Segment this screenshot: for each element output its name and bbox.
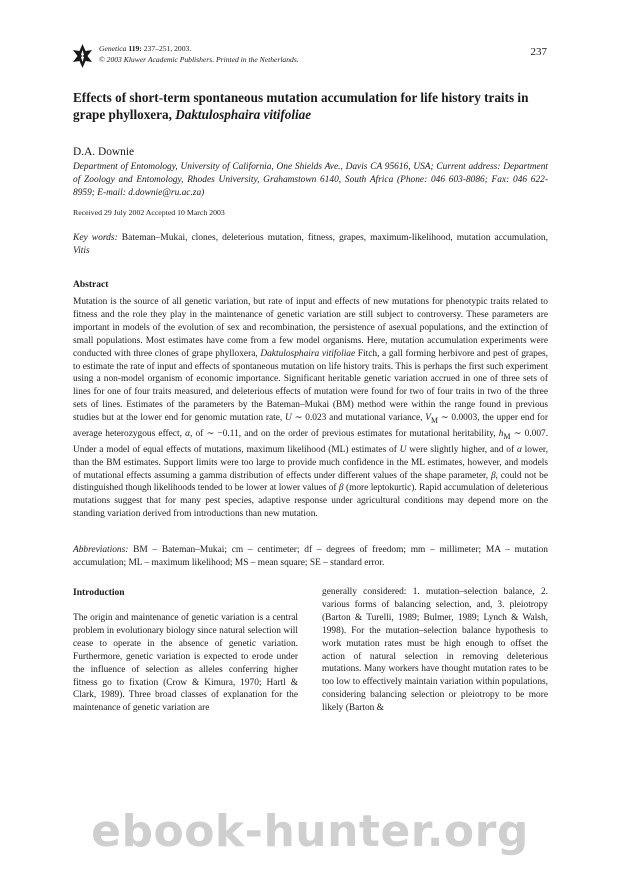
symbol-m-subscript: M: [503, 431, 511, 441]
abstract-part: , could not be distinguished though likelihoods tended to be lower at lower values of: [73, 470, 548, 494]
symbol-u: U: [399, 444, 407, 455]
symbol-v: V: [425, 413, 431, 424]
abstract-part: Mutation is the source of all genetic variation, but rate of input and effects of new mutations for phenotypic traits related to fitness and the role they play in the maintenance of genetic variation are still subject to controversy. These parameters are important in models of the evolution of sex and recombination, the persistence of asexual populations, and the extinction of small populations. Most estimates have come from a few model organisms. Here, mutation accumulation experiments were conducted with three clones of grape phylloxera,: [73, 297, 548, 359]
publisher-logo-icon: [73, 44, 92, 68]
abstract-part: ∼ 0.0003, the upper end for average heterozygous effect,: [73, 413, 548, 439]
author-affiliation: Department of Entomology, University of California, One Shields Ave., Davis CA 95616, USA; Current address: Department of Zoology and Entomology, Rhodes University, Grahamstown 6140, South Africa (Phone: 046 603-8086; Fax: 046 622-8959; E-mail: d.downie@ru.ac.za): [73, 162, 548, 198]
abstract-part: lower, than the BM estimates. Support limits were too large to provide much confidence in the ML estimates, however, and models of mutational effects assuming a gamma distribution of effects under different values of the shape parameter,: [73, 444, 548, 481]
journal-pages: 237–251, 2003.: [143, 44, 192, 53]
keywords-text: Bateman–Mukai, clones, deleterious mutation, fitness, grapes, maximum-likelihood, mutation accumulation,: [121, 233, 549, 243]
journal-name: Genetica: [99, 44, 127, 53]
abstract-part: ∼ 0.023 and mutational variance,: [294, 413, 423, 424]
paper-title: [73, 89, 553, 123]
introduction-text-right: generally considered: 1. mutation–selection balance, 2. various forms of balancing selection, and, 3. pleiotropy (Barton & Turelli, 1989; Bulmer, 1989; Lynch & Walsh, 1998). For the mutation–selection balance hypothesis to work mutation rates must be high enough to offset the action of natural selection in removing deleterious mutations. Many workers have thought mutation rates to be too low to effectively maintain variation within populations, considering balancing selection or pleiotropy to be more likely (Barton &: [322, 587, 548, 714]
received-dates: Received 29 July 2002 Accepted 10 March 2003: [73, 208, 225, 217]
journal-volume: 119:: [128, 44, 142, 53]
symbol-m-subscript: M: [431, 416, 438, 426]
keywords-label: Key words:: [73, 233, 118, 243]
symbol-h: h: [498, 428, 504, 439]
keywords: [73, 232, 548, 258]
abstract-species: Daktulosphaira vitifoliae: [260, 348, 356, 359]
abstract-part: ∼ 0.007. Under a model of equal effects of mutations, maximum likelihood (ML) estimates of: [73, 428, 549, 455]
symbol-beta: β: [490, 470, 496, 481]
introduction-heading: Introduction: [73, 588, 125, 598]
symbol-beta: β: [338, 483, 344, 494]
copyright-line: © 2003 Kluwer Academic Publishers. Printed in the Netherlands.: [99, 55, 299, 64]
abstract-part: were slightly higher, and of: [409, 444, 515, 455]
journal-header: [99, 43, 299, 65]
keywords-last: Vitis: [73, 246, 90, 256]
abstract-part: (more leptokurtic). Rapid accumulation of deleterious mutations suggest that for many pest species, adaptive response under agricultural conditions may depend more on the standing variation derived from introductions than new mutation.: [73, 483, 549, 520]
symbol-alpha: α: [185, 428, 190, 439]
abstract-part: , of ∼ −0.11, and on the order of previous estimates for mutational heritability,: [190, 428, 496, 439]
title-species: Daktulosphaira vitifoliae: [175, 107, 312, 122]
abbreviations-label: Abbreviations:: [73, 545, 129, 555]
abbreviations: [73, 544, 548, 570]
introduction-text-left: The origin and maintenance of genetic variation is a central problem in evolutionary biology since natural selection will cease to operate in the absence of genetic variation. Furthermore, genetic variation is expected to erode under the influence of selection as alleles conferring higher fitness go to fixation (Crow & Kimura, 1970; Hartl & Clark, 1989). Three broad classes of explanation for the maintenance of genetic variation are: [73, 613, 298, 714]
column-left: [73, 587, 298, 715]
symbol-alpha: α: [516, 444, 522, 455]
watermark-text: ebook-hunter.org: [91, 806, 529, 857]
abstract-heading: Abstract: [73, 280, 109, 290]
title-main: Effects of short-term spontaneous mutation accumulation for life history traits in grape phylloxera,: [73, 90, 529, 122]
abstract-part: Fitch, a gall forming herbivore and pest of grapes, to estimate the rate of input and effects of spontaneous mutation on life history traits. This is perhaps the first such experiment using a non-model organism of economic importance. Significant heritable genetic variation accrued in one of three sets of lines for one of four traits measured, and deleterious effects of mutation were found for two of four traits in two of the three sets of lines. Estimates of the parameters by the Bateman–Mukai (BM) method were within the range found in previous studies but at the lower end for genomic mutation rate,: [73, 348, 549, 424]
author-name: D.A. Downie: [73, 146, 135, 158]
symbol-u: U: [285, 413, 292, 424]
column-right: [322, 586, 548, 715]
abstract-text: [73, 296, 548, 521]
abbreviations-text: BM – Bateman–Mukai; cm – centimeter; df – degrees of freedom; mm – millimeter; MA – mutation accumulation; ML – maximum likelihood; MS – mean square; SE – standard error.: [73, 545, 548, 568]
page-number: 237: [530, 46, 547, 58]
